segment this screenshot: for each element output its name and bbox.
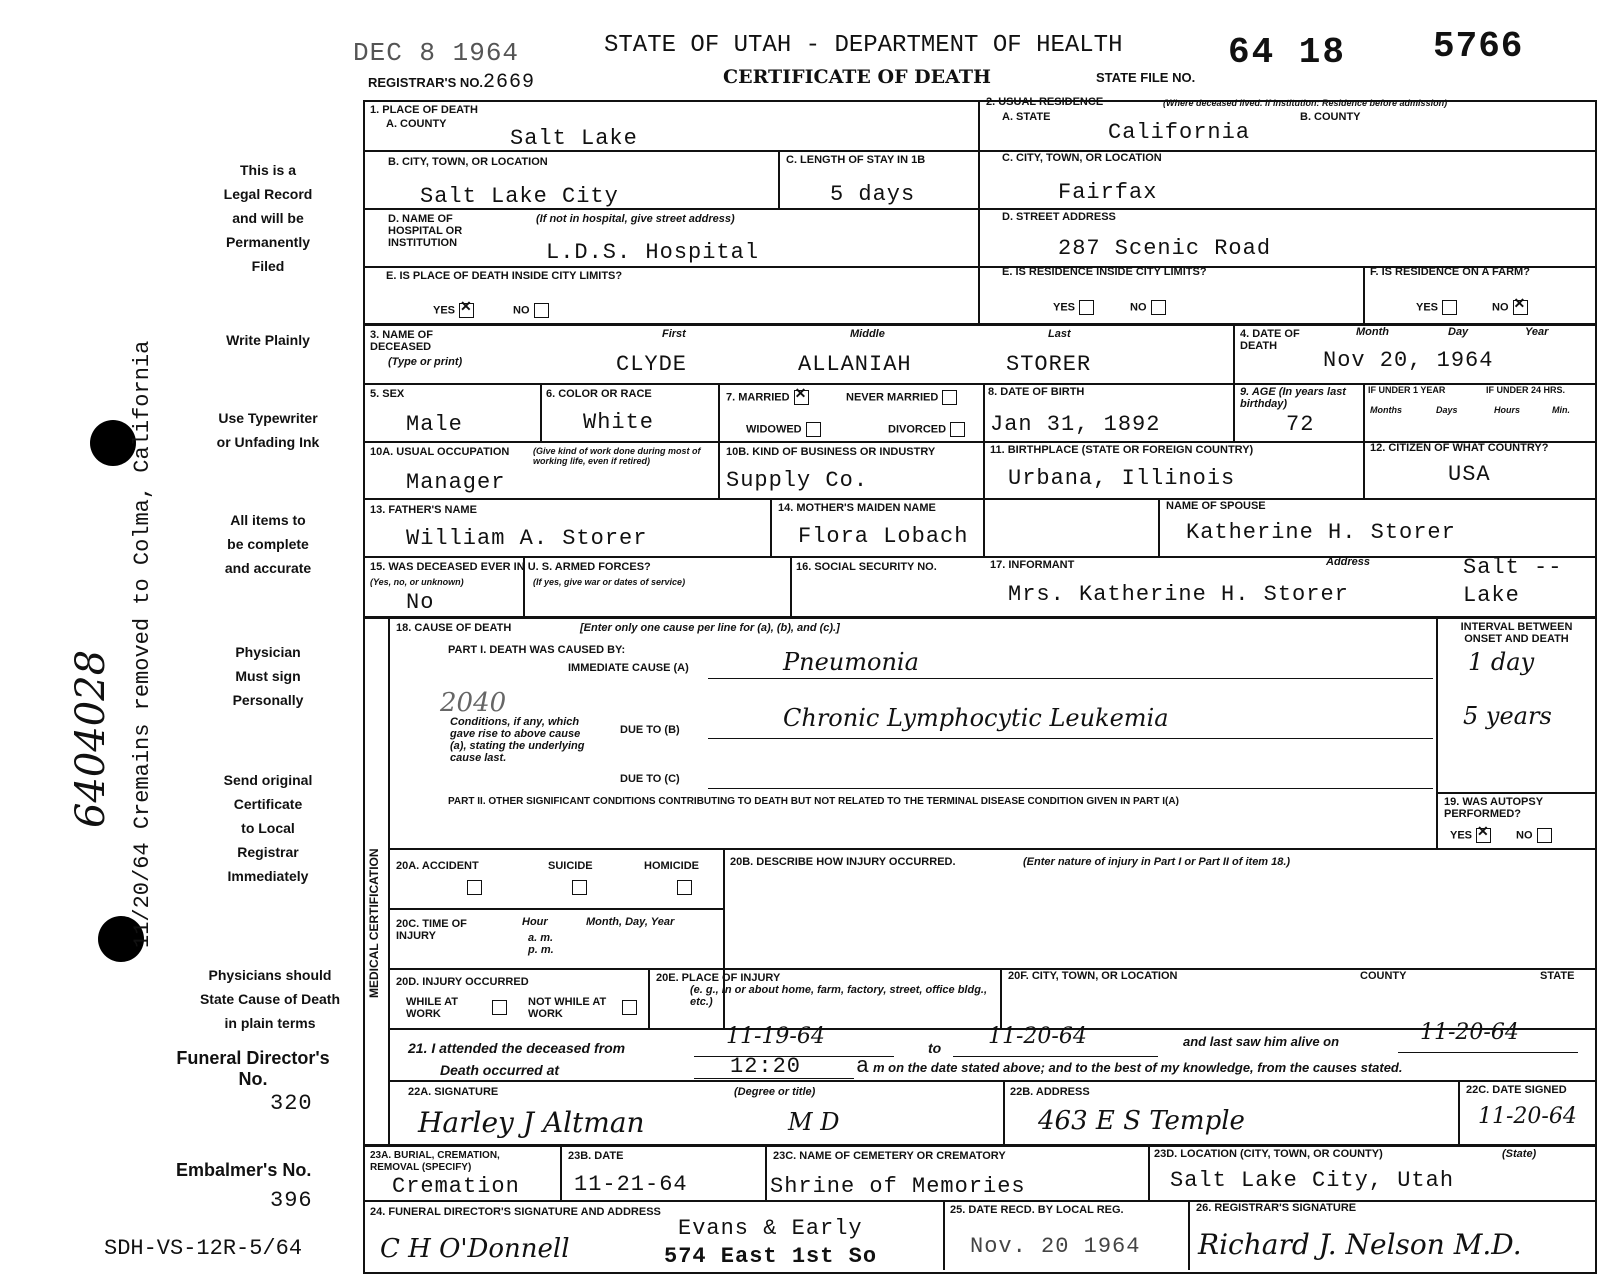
hours-label: Hours <box>1494 405 1521 415</box>
hospital-note: (If not in hospital, give street address) <box>536 213 735 225</box>
autopsy-label: 19. WAS AUTOPSY PERFORMED? <box>1444 796 1543 820</box>
autopsy-yes[interactable]: YES✕ <box>1450 828 1491 843</box>
funeral-director-label: Funeral Director's No. <box>176 1048 330 1089</box>
disposition-date: 11-21-64 <box>574 1172 688 1197</box>
registrar-number: 2669 <box>483 71 536 94</box>
sex-value: Male <box>406 412 463 437</box>
death-certificate <box>8 8 1596 1280</box>
attended-from: 11-19-64 <box>726 1024 825 1049</box>
funeral-director-sig-label: 24. FUNERAL DIRECTOR'S SIGNATURE AND ADDRESS <box>370 1206 661 1218</box>
homicide-checkbox[interactable] <box>677 880 692 895</box>
residence-city-label: C. CITY, TOWN, OR LOCATION <box>1002 152 1162 164</box>
hospital-label: D. NAME OF HOSPITAL OR INSTITUTION <box>388 213 463 249</box>
race-value: White <box>583 410 655 435</box>
date-of-death: Nov 20, 1964 <box>1323 348 1494 373</box>
date-signed: 11-20-64 <box>1478 1104 1577 1129</box>
physician-signature: Harley J Altman <box>418 1106 645 1139</box>
suicide-label: SUICIDE <box>548 860 593 872</box>
attended-to: 11-20-64 <box>988 1024 1087 1049</box>
cemetery-label: 23C. NAME OF CEMETERY OR CREMATORY <box>773 1150 1006 1162</box>
embalmer-number: 396 <box>270 1188 313 1213</box>
residence-street: 287 Scenic Road <box>1058 236 1272 261</box>
place-of-injury-note: (e. g., in or about home, farm, factory, street, office bldg., etc.) <box>690 984 988 1008</box>
informant-name: Mrs. Katherine H. Storer <box>1008 582 1349 607</box>
middle-label: Middle <box>850 328 885 340</box>
form-title: CERTIFICATE OF DEATH <box>723 66 991 88</box>
occupation-value: Manager <box>406 470 506 495</box>
agency-title: STATE OF UTAH - DEPARTMENT OF HEALTH <box>604 32 1123 59</box>
am-pm-label: a. m. p. m. <box>528 932 554 956</box>
form-code: SDH-VS-12R-5/64 <box>104 1236 303 1261</box>
date-received-label: 25. DATE RECD. BY LOCAL REG. <box>950 1204 1124 1216</box>
death-inside-city-yes[interactable]: YES✕ <box>433 303 474 318</box>
while-at-work[interactable]: WHILE AT WORK <box>406 996 458 1020</box>
divorced-option[interactable]: DIVORCED <box>888 422 965 437</box>
death-time: 12:20 <box>730 1054 802 1079</box>
describe-injury-label: 20B. DESCRIBE HOW INJURY OCCURRED. <box>730 856 956 868</box>
residence-state-label: A. STATE <box>1002 111 1051 123</box>
funeral-home: Evans & Early <box>678 1216 863 1241</box>
residence-inside-city-no[interactable]: NO <box>1130 300 1166 315</box>
physician-address: 463 E S Temple <box>1038 1106 1245 1136</box>
not-at-work-checkbox[interactable] <box>622 1000 637 1015</box>
date-signed-label: 22C. DATE SIGNED <box>1466 1084 1567 1096</box>
injury-city-label: 20F. CITY, TOWN, OR LOCATION <box>1008 970 1178 982</box>
cause-note: [Enter only one cause per line for (a), (b), and (c).] <box>580 622 840 634</box>
am-marker: a <box>856 1054 871 1079</box>
legal-notice: This is a Legal Record and will be Permanently Filed <box>223 162 313 274</box>
registrar-signature: Richard J. Nelson M.D. <box>1198 1228 1522 1261</box>
father-name: William A. Storer <box>406 526 648 551</box>
while-at-work-checkbox[interactable] <box>492 1000 507 1015</box>
funeral-director-number: 320 <box>270 1091 313 1116</box>
autopsy-no[interactable]: NO <box>1516 828 1552 843</box>
day-label: Day <box>1448 326 1469 338</box>
county-label: A. COUNTY <box>386 118 447 130</box>
father-label: 13. FATHER'S NAME <box>370 504 477 516</box>
embalmer-label: Embalmer's No. <box>176 1160 312 1180</box>
residence-county-label: B. COUNTY <box>1300 111 1361 123</box>
homicide-label: HOMICIDE <box>644 860 699 872</box>
first-label: First <box>662 328 686 340</box>
mother-name: Flora Lobach <box>798 524 969 549</box>
deceased-name-label: 3. NAME OF DECEASED <box>370 329 433 353</box>
birthplace-value: Urbana, Illinois <box>1008 466 1236 491</box>
married-option[interactable]: 7. MARRIED✕ <box>726 390 809 405</box>
items-complete: All items to be complete and accurate <box>224 512 312 576</box>
burial-value: Cremation <box>392 1174 520 1199</box>
due-to-b-value: Chronic Lymphocytic Leukemia <box>783 704 1169 732</box>
vertical-note: 11/20/64 Cremains removed to Colma, California <box>130 340 155 948</box>
city-label: B. CITY, TOWN, OR LOCATION <box>388 156 548 168</box>
residence-inside-city-label: E. IS RESIDENCE INSIDE CITY LIMITS? <box>1002 266 1207 278</box>
injury-occurred-label: 20D. INJURY OCCURRED <box>396 976 529 988</box>
due-to-b-label: DUE TO (B) <box>620 724 680 736</box>
immediate-cause-value: Pneumonia <box>783 648 919 676</box>
typewriter-note: Use Typewriter or Unfading Ink <box>216 410 320 450</box>
death-inside-city-no[interactable]: NO <box>513 303 549 318</box>
first-name: CLYDE <box>616 352 688 377</box>
never-married-option[interactable]: NEVER MARRIED <box>846 390 957 405</box>
last-saw-label: and last saw him alive on <box>1183 1034 1340 1049</box>
to-label: to <box>928 1040 942 1056</box>
vertical-number: 6404028 <box>68 649 114 828</box>
dob-label: 8. DATE OF BIRTH <box>988 386 1085 398</box>
sex-label: 5. SEX <box>370 388 405 400</box>
location-label: 23D. LOCATION (CITY, TOWN, OR COUNTY) <box>1154 1148 1383 1160</box>
citizen-label: 12. CITIZEN OF WHAT COUNTRY? <box>1370 442 1549 454</box>
interval-b: 5 years <box>1463 702 1552 730</box>
residence-state: California <box>1108 120 1251 145</box>
stay-label: C. LENGTH OF STAY IN 1B <box>786 154 926 166</box>
occupation-label: 10A. USUAL OCCUPATION <box>370 446 510 458</box>
year-label: Year <box>1525 326 1549 338</box>
hour-label: Hour <box>522 916 548 928</box>
date-received: Nov. 20 1964 <box>970 1234 1141 1259</box>
armed-forces-value: No <box>406 590 435 615</box>
funeral-address: 574 East 1st So <box>664 1244 878 1269</box>
informant-address: Salt -- Lake <box>1463 555 1563 608</box>
death-occurred-suffix: m on the date stated above; and to the best of my knowledge, from the causes stated. <box>873 1060 1403 1075</box>
occupation-note: (Give kind of work done during most of working life, even if retired) <box>533 446 701 466</box>
informant-label: 17. INFORMANT <box>990 559 1075 571</box>
cemetery-name: Shrine of Memories <box>770 1174 1026 1199</box>
due-to-c-label: DUE TO (C) <box>620 773 680 785</box>
injury-state-label: STATE <box>1540 970 1575 982</box>
race-label: 6. COLOR OR RACE <box>546 388 652 400</box>
date-of-death-label: 4. DATE OF DEATH <box>1240 328 1300 352</box>
armed-note-2: (If yes, give war or dates of service) <box>533 577 686 587</box>
age-label: 9. AGE (In years last birthday) <box>1240 386 1346 410</box>
file-number: 5766 <box>1433 26 1524 67</box>
interval-label: INTERVAL BETWEEN ONSET AND DEATH <box>1460 621 1573 645</box>
location-value: Salt Lake City, Utah <box>1170 1168 1455 1193</box>
farm-label: F. IS RESIDENCE ON A FARM? <box>1370 266 1530 278</box>
medical-certification-label: MEDICAL CERTIFICATION <box>367 848 381 998</box>
write-plainly: Write Plainly <box>226 332 310 348</box>
death-county: Salt Lake <box>510 126 638 151</box>
location-state-label: (State) <box>1502 1148 1537 1160</box>
residence-label: 2. USUAL RESIDENCE <box>986 96 1104 108</box>
mother-label: 14. MOTHER'S MAIDEN NAME <box>778 502 936 514</box>
file-prefix: 64 18 <box>1228 32 1347 73</box>
min-label: Min. <box>1552 405 1570 415</box>
burial-label: 23A. BURIAL, CREMATION, REMOVAL (SPECIFY) <box>370 1150 500 1173</box>
month-label: Month <box>1356 326 1389 338</box>
degree-label: (Degree or title) <box>734 1086 816 1098</box>
physician-degree: M D <box>788 1108 840 1136</box>
type-or-print: (Type or print) <box>388 356 463 368</box>
cause-label: 18. CAUSE OF DEATH <box>396 622 512 634</box>
mdy-label: Month, Day, Year <box>586 916 675 928</box>
armed-forces-label: 15. WAS DECEASED EVER IN U. S. ARMED FORCES? <box>370 561 651 573</box>
informant-address-label: Address <box>1326 556 1371 568</box>
under-24-label: IF UNDER 24 HRS. <box>1486 385 1566 395</box>
funeral-director-signature: C H O'Donnell <box>380 1234 570 1264</box>
place-of-injury-label: 20E. PLACE OF INJURY <box>656 972 781 984</box>
age-value: 72 <box>1286 412 1315 437</box>
date-stamp: DEC 8 1964 <box>353 38 520 68</box>
date-of-birth: Jan 31, 1892 <box>990 412 1161 437</box>
spouse-label: NAME OF SPOUSE <box>1166 500 1266 512</box>
widowed-option[interactable]: WIDOWED <box>746 422 821 437</box>
residence-note: (Where deceased lived. If institution: Residence before admission) <box>1163 98 1448 108</box>
signature-label: 22A. SIGNATURE <box>408 1086 499 1098</box>
handwritten-number: 2040 <box>440 688 507 718</box>
months-label: Months <box>1370 405 1402 415</box>
farm-no[interactable]: NO✕ <box>1492 300 1528 315</box>
send-original: Send original Certificate to Local Registrar Immediately <box>223 772 313 884</box>
part-1-label: PART I. DEATH WAS CAUSED BY: <box>448 644 626 656</box>
spouse-name: Katherine H. Storer <box>1186 520 1456 545</box>
death-occurred-label: Death occurred at <box>440 1062 560 1078</box>
physician-sign: Physician Must sign Personally <box>232 644 304 708</box>
hospital-name: L.D.S. Hospital <box>546 240 760 265</box>
birthplace-label: 11. BIRTHPLACE (STATE OR FOREIGN COUNTRY) <box>990 444 1254 456</box>
business-value: Supply Co. <box>726 468 869 493</box>
under-year-label: IF UNDER 1 YEAR <box>1368 385 1446 395</box>
citizen-value: USA <box>1448 462 1491 487</box>
part-2-label: PART II. OTHER SIGNIFICANT CONDITIONS CONTRIBUTING TO DEATH BUT NOT RELATED TO THE TERMINAL DISEASE CONDITION GIVEN IN PART I(A) <box>448 796 1179 807</box>
business-label: 10B. KIND OF BUSINESS OR INDUSTRY <box>726 446 936 458</box>
state-cause-note: Physicians should State Cause of Death in plain terms <box>199 967 341 1031</box>
last-name: STORER <box>1006 352 1092 377</box>
registrar-label: REGISTRAR'S NO.2669 <box>368 71 536 94</box>
place-of-death-label: 1. PLACE OF DEATH <box>370 104 478 116</box>
injury-county-label: COUNTY <box>1360 970 1407 982</box>
middle-name: ALLANIAH <box>798 352 912 377</box>
not-while-at-work[interactable]: NOT WHILE AT WORK <box>528 996 607 1020</box>
interval-a: 1 day <box>1468 648 1535 676</box>
state-file-label: STATE FILE NO. <box>1096 70 1196 85</box>
last-saw-date: 11-20-64 <box>1420 1020 1519 1045</box>
immediate-cause-label: IMMEDIATE CAUSE (A) <box>568 662 689 674</box>
accident-checkbox[interactable] <box>467 880 482 895</box>
registrar-signature-label: 26. REGISTRAR'S SIGNATURE <box>1196 1202 1357 1214</box>
ssn-label: 16. SOCIAL SECURITY NO. <box>796 561 937 573</box>
accident-label: 20A. ACCIDENT <box>396 860 479 872</box>
length-of-stay: 5 days <box>830 182 916 207</box>
time-of-injury-label: 20C. TIME OF INJURY <box>396 918 467 942</box>
residence-inside-city-yes[interactable]: YES <box>1053 300 1094 315</box>
street-label: D. STREET ADDRESS <box>1002 211 1116 223</box>
days-label: Days <box>1436 405 1458 415</box>
physician-address-label: 22B. ADDRESS <box>1010 1086 1090 1098</box>
attended-label: 21. I attended the deceased from <box>408 1040 626 1056</box>
last-label: Last <box>1048 328 1071 340</box>
describe-injury-note: (Enter nature of injury in Part I or Part II of item 18.) <box>1023 856 1291 868</box>
death-city: Salt Lake City <box>420 184 619 209</box>
suicide-checkbox[interactable] <box>572 880 587 895</box>
armed-note: (Yes, no, or unknown) <box>370 577 464 587</box>
inside-city-label: E. IS PLACE OF DEATH INSIDE CITY LIMITS? <box>386 270 623 282</box>
farm-yes[interactable]: YES <box>1416 300 1457 315</box>
conditions-note: Conditions, if any, which gave rise to above cause (a), stating the underlying cause last. <box>450 716 585 764</box>
disposition-date-label: 23B. DATE <box>568 1150 624 1162</box>
residence-city: Fairfax <box>1058 180 1158 205</box>
